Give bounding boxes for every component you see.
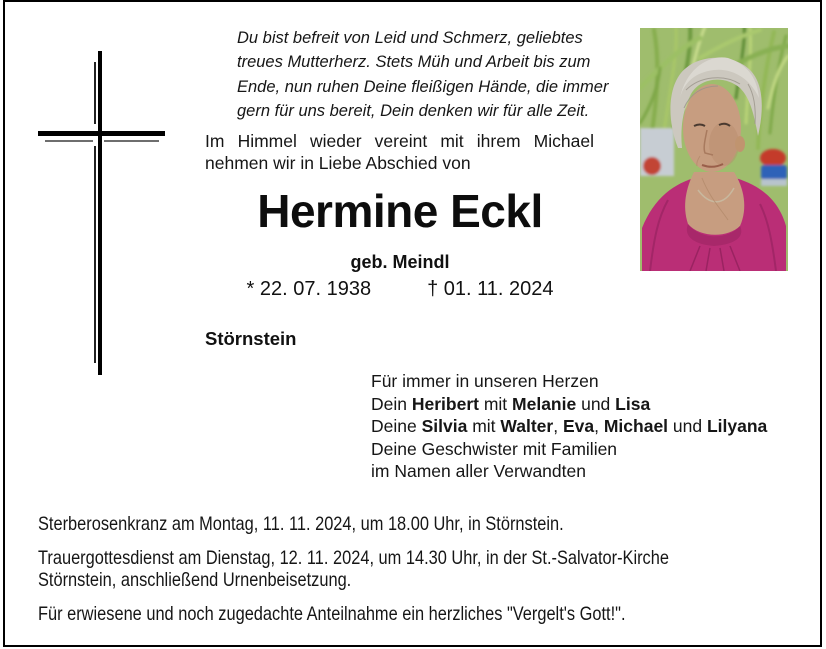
intro-line: nehmen wir in Liebe Abschied von xyxy=(205,152,471,173)
portrait-photo xyxy=(640,28,788,271)
service-line: Störnstein, anschließend Urnenbeisetzung. xyxy=(38,569,352,591)
residence: Störnstein xyxy=(205,328,297,349)
verse-line: Ende, nun ruhen Deine fleißigen Hände, die immer xyxy=(237,77,609,96)
service-information xyxy=(38,513,669,637)
cross-line xyxy=(94,62,96,124)
death-date: † 01. 11. 2024 xyxy=(427,278,554,300)
service-paragraph xyxy=(38,547,669,591)
mourner-line: Dein Heribert mit Melanie und Lisa xyxy=(371,393,651,414)
cross-line xyxy=(45,140,93,142)
mourner-line: Deine Silvia mit Walter, Eva, Michael und Lilyana xyxy=(371,416,768,436)
verse-line: Du bist befreit von Leid und Schmerz, geliebtes xyxy=(237,29,583,47)
farewell-intro xyxy=(205,131,594,175)
mourners-list xyxy=(371,370,767,483)
mourner-line: Für immer in unseren Herzen xyxy=(371,371,599,391)
service-line: Trauergottesdienst am Dienstag, 12. 11. 2024, um 14.30 Uhr, in der St.-Salvator-Kirche xyxy=(38,547,669,569)
intro-line: Im Himmel wieder vereint mit ihrem Michael xyxy=(205,131,594,151)
cross-line xyxy=(94,146,96,363)
service-line: Sterberosenkranz am Montag, 11. 11. 2024, um 18.00 Uhr, in Störnstein. xyxy=(38,513,564,535)
cross-line xyxy=(104,140,159,142)
verse-line: treues Mutterherz. Stets Müh und Arbeit bis zum xyxy=(237,53,591,72)
memorial-verse xyxy=(237,26,608,123)
service-line: Für erwiesene und noch zugedachte Anteilnahme ein herzliches "Vergelt's Gott!". xyxy=(38,603,626,625)
cross-line xyxy=(38,131,165,136)
birth-date: * 22. 07. 1938 xyxy=(246,278,372,300)
deceased-name: Hermine Eckl xyxy=(257,185,543,237)
cross-icon xyxy=(0,0,200,400)
service-paragraph xyxy=(38,513,669,535)
portrait-photo-graphic xyxy=(640,28,788,271)
cross-line xyxy=(98,51,102,375)
verse-line: gern für uns bereit, Dein denken wir für alle Zeit. xyxy=(237,101,590,120)
service-paragraph xyxy=(38,603,669,625)
maiden-name: geb. Meindl xyxy=(350,252,450,272)
mourner-line: im Namen aller Verwandten xyxy=(371,461,586,481)
life-dates xyxy=(205,278,595,301)
mourner-line: Deine Geschwister mit Familien xyxy=(371,438,618,459)
